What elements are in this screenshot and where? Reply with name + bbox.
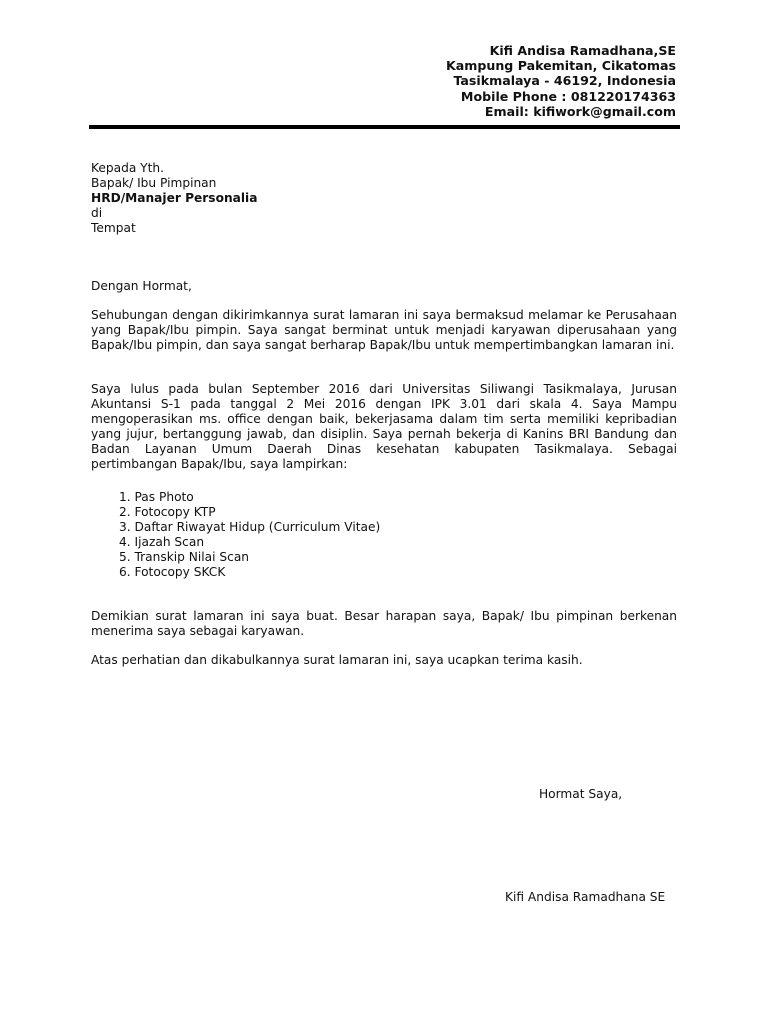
paragraph-closing: Demikian surat lamaran ini saya buat. Besar harapan saya, Bapak/ Ibu pimpinan berkenan menerima saya sebagai karyawan. bbox=[91, 609, 677, 638]
paragraph-intro: Sehubungan dengan dikirimkannya surat lamaran ini saya bermaksud melamar ke Perusahaan yang Bapak/Ibu pimpin. Saya sangat berminat untuk menjadi karyawan diperusahaan yang Bapak/Ibu pimpin, dan saya sangat berharap Bapak/Ibu untuk mempertimbangkan lamaran ini. bbox=[91, 308, 677, 352]
recipient-block bbox=[91, 161, 257, 236]
list-item: 2. Fotocopy KTP bbox=[119, 505, 216, 519]
recipient-line-5: Tempat bbox=[91, 221, 136, 235]
signer-name: Kifi Andisa Ramadhana SE bbox=[505, 890, 666, 904]
list-item: 6. Fotocopy SKCK bbox=[119, 565, 226, 579]
recipient-line-4: di bbox=[91, 206, 103, 220]
list-item: 3. Daftar Riwayat Hidup (Curriculum Vitae) bbox=[119, 520, 381, 534]
sender-name: Kifi Andisa Ramadhana,SE bbox=[489, 43, 676, 58]
salutation: Dengan Hormat, bbox=[91, 279, 192, 293]
paragraph-qualifications: Saya lulus pada bulan September 2016 dari Universitas Siliwangi Tasikmalaya, Jurusan Akuntansi S-1 pada tanggal 2 Mei 2016 dengan IPK 3.01 dari skala 4. Saya Mampu mengoperasikan ms. office dengan baik, bekerjasama dalam tim serta memiliki kepribadian yang jujur, bertanggung jawab, dan disiplin. Saya pernah bekerja di Kanins BRI Bandung dan Badan Layanan Umum Daerah Dinas kesehatan kabupaten Tasikmalaya. Sebagai pertimbangan Bapak/Ibu, saya lampirkan: bbox=[91, 382, 677, 471]
sender-address: Kampung Pakemitan, Cikatomas bbox=[445, 58, 676, 74]
list-item: 5. Transkip Nilai Scan bbox=[119, 550, 250, 564]
sender-email: Email: kifiwork@gmail.com bbox=[484, 103, 676, 119]
attachment-list bbox=[91, 490, 380, 580]
paragraph-thanks: Atas perhatian dan dikabulkannya surat lamaran ini, saya ucapkan terima kasih. bbox=[91, 653, 583, 667]
letterhead bbox=[446, 43, 676, 119]
header-divider bbox=[89, 125, 680, 129]
recipient-line-3: HRD/Manajer Personalia bbox=[91, 191, 258, 205]
list-item: 4. Ijazah Scan bbox=[119, 535, 205, 549]
recipient-line-1: Kepada Yth. bbox=[91, 161, 164, 175]
sender-phone: Mobile Phone : 081220174363 bbox=[460, 88, 676, 104]
closing-phrase: Hormat Saya, bbox=[539, 787, 623, 801]
sender-city: Tasikmalaya - 46192, Indonesia bbox=[453, 73, 676, 89]
list-item: 1. Pas Photo bbox=[119, 490, 194, 504]
recipient-line-2: Bapak/ Ibu Pimpinan bbox=[91, 176, 217, 190]
